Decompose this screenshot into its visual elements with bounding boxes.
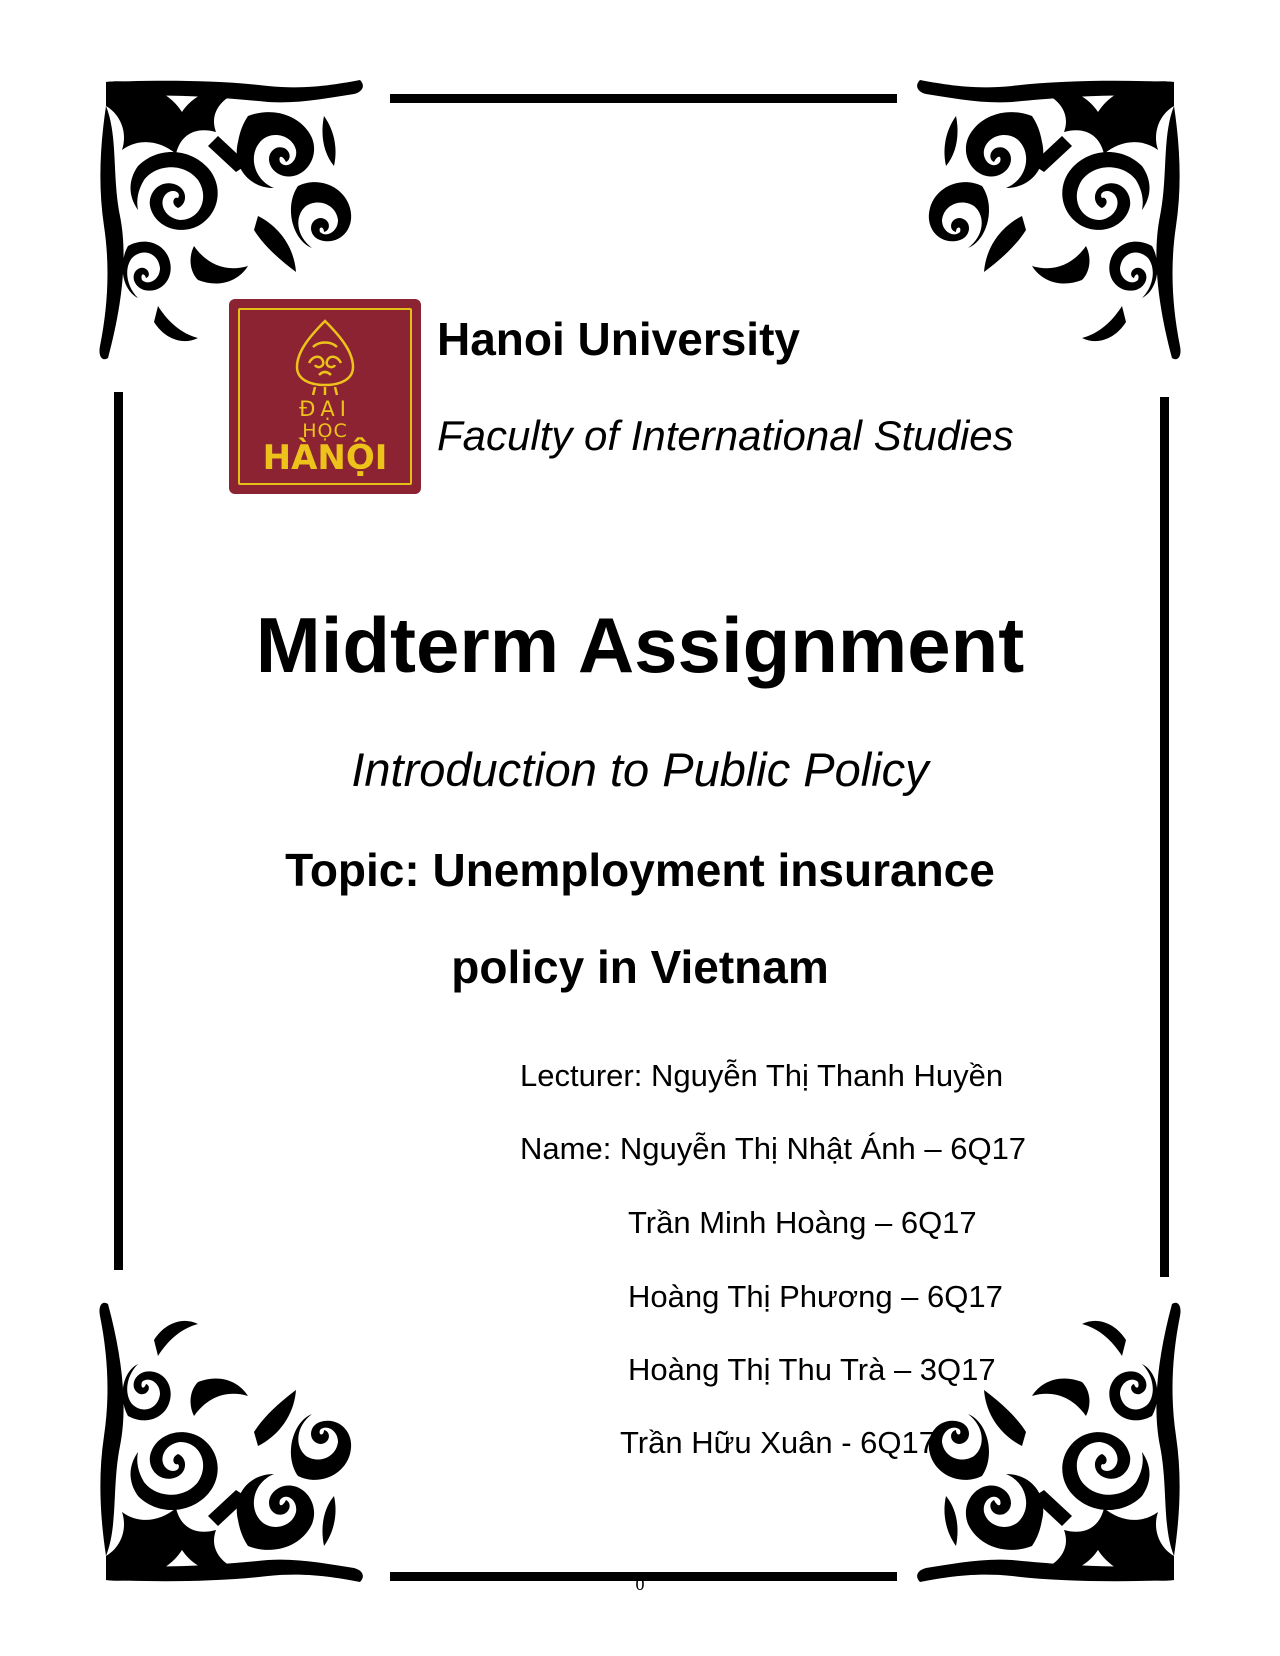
course-subject: Introduction to Public Policy: [351, 743, 929, 796]
topic-line-1: Topic: Unemployment insurance: [285, 844, 995, 896]
corner-ornament-svg: [912, 1296, 1182, 1586]
university-name: Hanoi University: [437, 313, 800, 365]
ornament-corner-bottom-left-icon: [98, 1296, 368, 1586]
frame-right-bar: [1160, 397, 1169, 1277]
ornament-corner-top-right-icon: [912, 76, 1182, 366]
document-title: Midterm Assignment: [255, 601, 1025, 689]
member-line-4: Hoàng Thị Thu Trà – 3Q17: [628, 1352, 996, 1387]
page-number: 0: [635, 1574, 645, 1594]
logo-text-hanoi: HÀNỘI: [262, 438, 388, 478]
logo-text-dai: ĐẠI: [299, 397, 351, 421]
member-line-5: Trần Hữu Xuân - 6Q17: [620, 1425, 936, 1460]
corner-ornament-svg: [912, 76, 1182, 366]
corner-ornament-svg: [98, 1296, 368, 1586]
member-line-3: Hoàng Thị Phương – 6Q17: [628, 1279, 1003, 1314]
frame-top-bar: [390, 94, 897, 103]
university-logo: [229, 299, 421, 494]
lecturer-line: Lecturer: Nguyễn Thị Thanh Huyền: [520, 1058, 1004, 1093]
topic-line-2: policy in Vietnam: [451, 941, 829, 993]
member-line-2: Trần Minh Hoàng – 6Q17: [628, 1205, 977, 1240]
logo-text-hoc: HỌC: [302, 420, 348, 442]
frame-left-bar: [114, 392, 123, 1270]
bronze-drum-emblem-icon: [289, 317, 361, 397]
member-line-1: Name: Nguyễn Thị Nhật Ánh – 6Q17: [520, 1131, 1027, 1166]
ornament-corner-bottom-right-icon: [912, 1296, 1182, 1586]
faculty-name: Faculty of International Studies: [437, 412, 1014, 459]
